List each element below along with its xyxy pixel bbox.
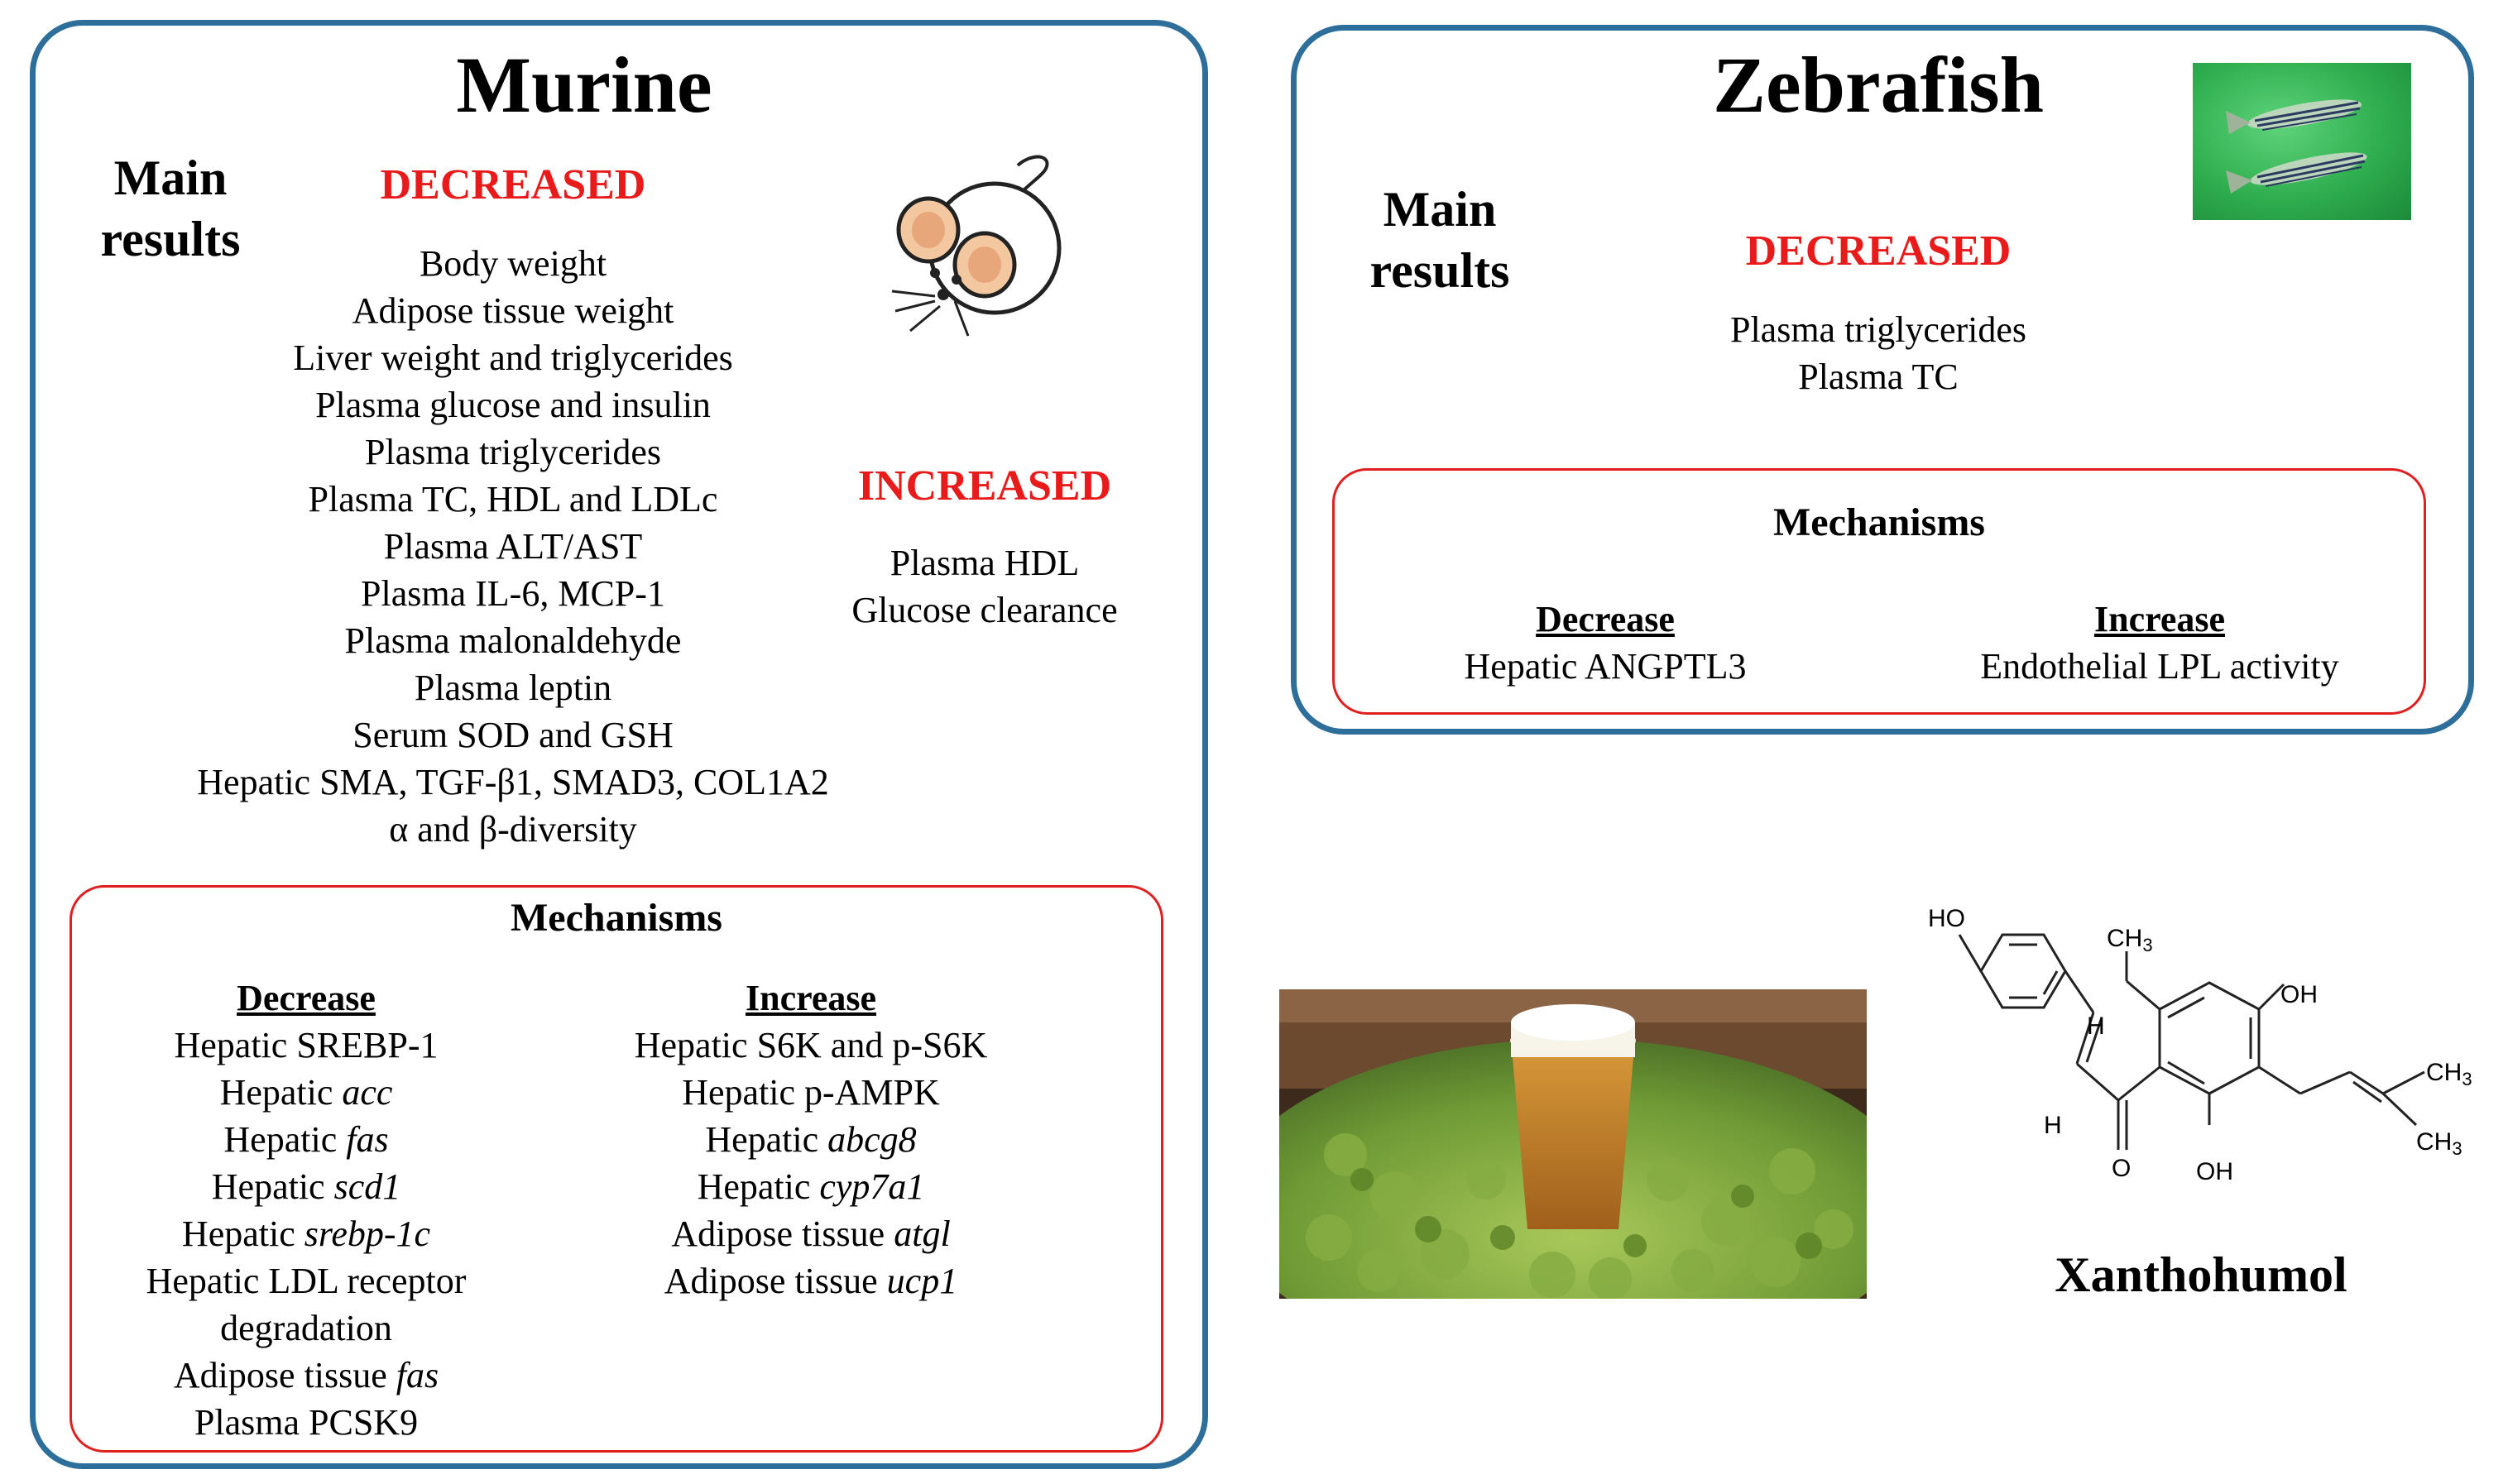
atom-ch3-b: $CH_3$ [2416,1128,2462,1159]
list-item: Plasma triglycerides [364,432,661,472]
list-item: Hepatic SMA, TGF-β1, SMAD3, COL1A2 [197,762,829,802]
murine-decrease-heading: Decrease [237,978,376,1018]
murine-title: Murine [456,41,712,129]
beer-hops-photo [1279,989,1867,1299]
mechanism-item: Hepatic acc [219,1072,393,1113]
murine-mechanisms-heading: Mechanisms [511,896,722,940]
murine-increase-heading: Increase [745,978,877,1018]
atom-ch3-a: $CH_3$ [2426,1059,2472,1089]
list-item: Plasma malonaldehyde [344,620,682,661]
zebrafish-photo [2193,63,2411,220]
atom-o-carbonyl: O [2112,1155,2132,1182]
mechanism-item: Adipose tissue fas [173,1355,439,1395]
zebrafish-decreased-list [1630,306,2127,400]
zebrafish-mechanisms-heading: Mechanisms [1773,500,1985,544]
murine-main-results-label: Main results [100,151,241,266]
murine-increased-heading: INCREASED [857,462,1112,510]
atom-ch3-methoxy: $CH_3$ [2107,925,2153,955]
list-item: Body weight [419,243,607,284]
mechanism-item: Hepatic S6K and p-S6K [634,1025,988,1065]
list-item: Adipose tissue weight [352,290,674,331]
zebrafish-title: Zebrafish [1712,41,2045,129]
mechanism-item: Hepatic LDL receptor [146,1261,467,1301]
zebrafish-icon [2193,63,2411,220]
murine-decrease-column [83,974,530,1446]
murine-decrease-list [83,1022,530,1446]
zebrafish-decrease-column [1407,596,1804,690]
mechanism-item: Hepatic fas [223,1119,389,1160]
zebrafish-increase-column [1903,596,2416,690]
murine-increase-list [579,1022,1043,1304]
mechanism-item: Hepatic scd1 [211,1166,401,1207]
list-item: Plasma ALT/AST [383,526,643,567]
list-item: Plasma IL-6, MCP-1 [361,573,665,614]
atom-h-top: H [2087,1012,2105,1040]
murine-decreased-heading: DECREASED [380,161,646,208]
list-item: Plasma glucose and insulin [315,385,711,425]
murine-increased-list [819,539,1150,634]
list-item: Plasma triglycerides [1729,309,2026,350]
list-item: Serum SOD and GSH [352,715,674,755]
mechanism-item: degradation [220,1308,392,1348]
zebrafish-increase-item: Endothelial LPL activity [1980,646,2339,687]
zebrafish-decrease-heading: Decrease [1536,599,1675,639]
atom-ho: HO [1928,905,1965,932]
mechanism-item: Hepatic p-AMPK [682,1072,940,1113]
mechanism-item: Plasma PCSK9 [194,1402,419,1443]
mechanism-item: Adipose tissue ucp1 [664,1261,958,1301]
list-item: Plasma HDL [890,543,1080,583]
mechanism-item: Adipose tissue atgl [671,1214,951,1254]
zebrafish-decrease-item: Hepatic ANGPTL3 [1464,646,1747,687]
list-item: Plasma TC [1798,357,1959,397]
zebrafish-main-results-label: Main results [1369,182,1510,298]
mechanism-item: Hepatic srebp-1c [181,1214,431,1254]
mechanism-item: Hepatic cyp7a1 [697,1166,925,1207]
atom-h-bottom: H [2044,1112,2062,1139]
atom-oh-bottom: OH [2196,1158,2233,1185]
list-item: Glucose clearance [851,590,1118,630]
murine-increase-column [579,974,1043,1304]
beer-hops-image [1279,989,1867,1299]
xanthohumol-label: Xanthohumol [2055,1247,2347,1302]
mouse-icon [885,149,1067,339]
zebrafish-increase-heading: Increase [2093,599,2226,639]
zebrafish-decreased-heading: DECREASED [1745,227,2012,275]
mechanism-item: Hepatic abcg8 [705,1119,917,1160]
list-item: α and β-diversity [389,809,637,850]
murine-decreased-list [99,240,927,853]
mechanism-item: Hepatic SREBP-1 [174,1025,439,1065]
list-item: Plasma leptin [414,668,612,708]
list-item: Plasma TC, HDL and LDLc [308,479,718,519]
xanthohumol-structure [1920,885,2499,1216]
atom-oh-top: OH [2280,981,2318,1008]
list-item: Liver weight and triglycerides [293,337,733,378]
